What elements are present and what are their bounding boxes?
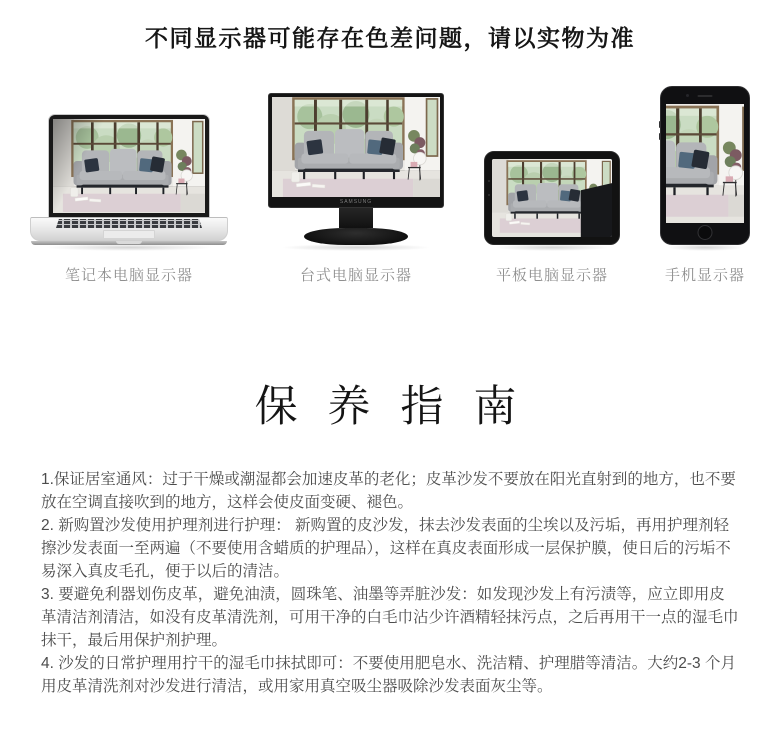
laptop-mockup-image xyxy=(30,114,228,245)
guide-paragraph-2: 2. 新购置沙发使用护理剂进行护理： 新购置的皮沙发，抹去沙发表面的尘埃以及污垢，再用护理剂轻擦沙发表面一至两遍（不要使用含蜡质的护理品），这样在真皮表面形成一层保护膜，使日后的污垢不易深入真皮毛孔，便于以后的清洁。 xyxy=(41,517,731,580)
monitor-brand-text: SAMSUNG xyxy=(339,199,373,205)
device-mockups-row xyxy=(0,93,780,285)
tablet-screen xyxy=(492,159,612,237)
phone-label: 手机显示器 xyxy=(664,267,745,284)
monitor-stand-neck xyxy=(339,208,373,228)
phone-column xyxy=(660,86,750,285)
guide-paragraph-3: 3. 要避免利器划伤皮革，避免油渍，圆珠笔、油墨等弄脏沙发：如发现沙发上有污渍等，应立即用皮革清洁剂清洁，如没有皮革清洗剂，可用干净的白毛巾沾少许酒精轻抹污点，之后再用干一点的湿毛巾抹干，最后用保护剂护理。 xyxy=(41,586,739,649)
laptop-trackpad xyxy=(103,230,155,239)
tablet-mockup-image xyxy=(484,151,620,245)
tablet-shadow xyxy=(494,244,610,251)
monitor-stand-base xyxy=(304,228,408,245)
laptop-shadow xyxy=(45,244,213,251)
tablet-sensor-dot xyxy=(488,194,490,196)
phone-earpiece xyxy=(698,95,713,97)
desktop-mockup-image xyxy=(268,93,444,245)
color-difference-notice: 不同显示器可能存在色差问题，请以实物为准 xyxy=(145,25,635,51)
laptop-keyboard xyxy=(56,219,202,228)
laptop-screen xyxy=(48,114,210,217)
guide-paragraph-4: 4. 沙发的日常护理用拧干的湿毛巾抹拭即可：不要使用肥皂水、洗洁精、护理腊等清洁。大约2-3 个月用皮革清洗剂对沙发进行清洁，或用家用真空吸尘器吸除沙发表面灰尘等。 xyxy=(41,655,736,695)
phone-home-button xyxy=(698,225,713,240)
phone-volume-button xyxy=(659,133,661,140)
maintenance-guide-text xyxy=(41,468,739,698)
sofa-photo-laptop xyxy=(53,119,205,213)
laptop-base-edge xyxy=(31,241,227,245)
tablet-column xyxy=(484,151,620,285)
tablet-camera-dot xyxy=(488,180,490,182)
laptop-label: 笔记本电脑显示器 xyxy=(64,267,193,284)
phone-volume-button xyxy=(659,121,661,128)
laptop-column xyxy=(30,114,228,285)
desktop-label: 台式电脑显示器 xyxy=(299,267,412,284)
phone-shadow xyxy=(667,244,744,251)
maintenance-guide-title: 保 养 指 南 xyxy=(254,383,526,431)
guide-paragraph-1: 1.保证居室通风：过于干燥或潮湿都会加速皮革的老化；皮革沙发不要放在阳光直射到的地方，也不要放在空调直接吹到的地方，这样会使皮面变硬、褪色。 xyxy=(41,471,736,511)
tablet-label: 平板电脑显示器 xyxy=(495,267,608,284)
monitor-shadow xyxy=(281,244,431,251)
sofa-photo-monitor xyxy=(272,97,440,197)
phone-mockup-image xyxy=(660,86,750,245)
desktop-column xyxy=(268,93,444,285)
monitor-screen xyxy=(268,93,444,208)
sofa-photo-phone xyxy=(666,104,744,223)
laptop-keyboard-deck xyxy=(30,217,228,241)
phone-camera-dot xyxy=(686,94,689,97)
